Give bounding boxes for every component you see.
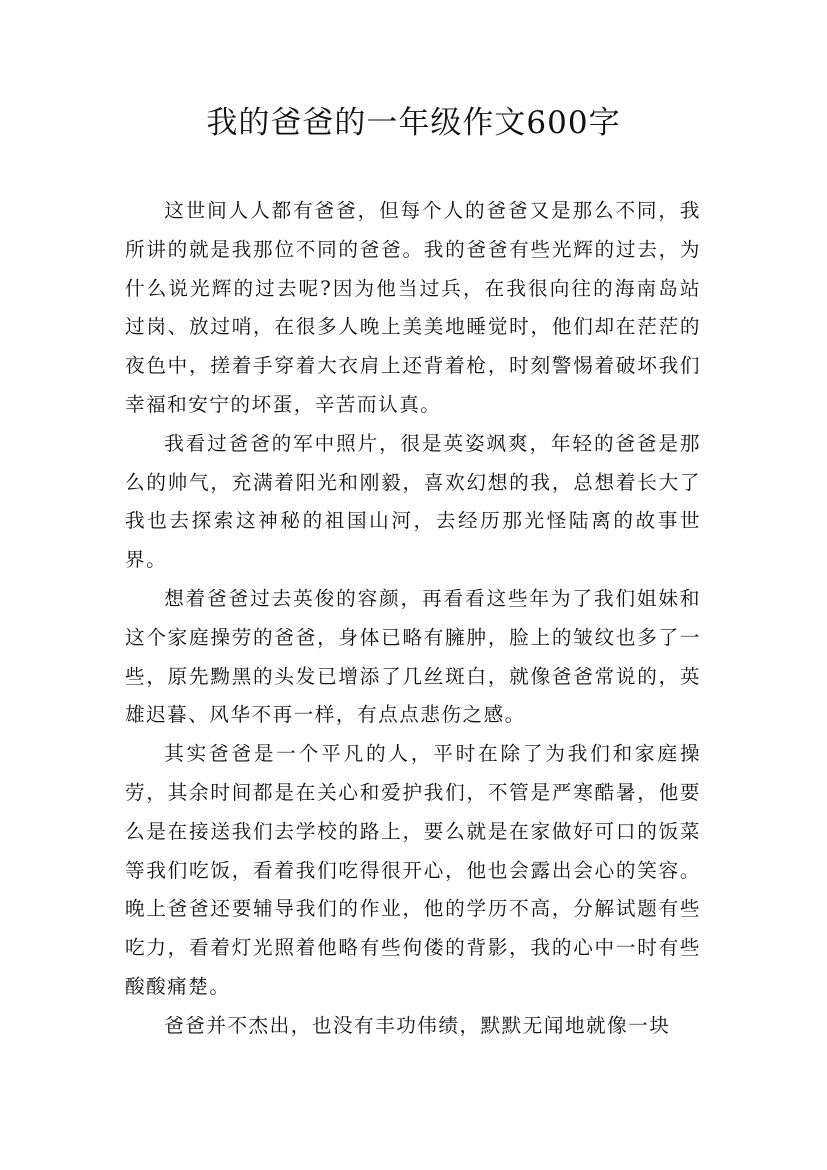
- paragraph-1: 这世间人人都有爸爸，但每个人的爸爸又是那么不同，我所讲的就是我那位不同的爸爸。我的爸爸有些光辉的过去，为什么说光辉的过去呢?因为他当过兵，在我很向往的海南岛站过岗、放过哨，在很多人晚上美美地睡觉时，他们却在茫茫的夜色中，搓着手穿着大衣肩上还背着枪，时刻警惕着破坏我们幸福和安宁的坏蛋，辛苦而认真。: [125, 199, 701, 416]
- paragraph-2: 我看过爸爸的军中照片，很是英姿飒爽，年轻的爸爸是那么的帅气，充满着阳光和刚毅，喜欢幻想的我，总想着长大了我也去探索这神秘的祖国山河，去经历那光怪陆离的故事世界。: [125, 431, 701, 572]
- paragraph-4: 其实爸爸是一个平凡的人，平时在除了为我们和家庭操劳，其余时间都是在关心和爱护我们，不管是严寒酷暑，他要么是在接送我们去学校的路上，要么就是在家做好可口的饭菜等我们吃饭，看着我们吃得很开心，他也会露出会心的笑容。晚上爸爸还要辅导我们的作业，他的学历不高，分解试题有些吃力，看着灯光照着他略有些佝偻的背影，我的心中一时有些酸酸痛楚。: [125, 742, 701, 998]
- essay-body: [125, 192, 701, 1046]
- document-title: 我的爸爸的一年级作文600字: [206, 105, 621, 141]
- paragraph-5: 爸爸并不杰出，也没有丰功伟绩，默默无闻地就像一块: [164, 1013, 671, 1037]
- paragraph-3: 想着爸爸过去英俊的容颜，再看看这些年为了我们姐妹和这个家庭操劳的爸爸，身体已略有臃肿，脸上的皱纹也多了一些，原先黝黑的头发已增添了几丝斑白，就像爸爸常说的，英雄迟暮、风华不再一样，有点点悲伤之感。: [125, 586, 701, 727]
